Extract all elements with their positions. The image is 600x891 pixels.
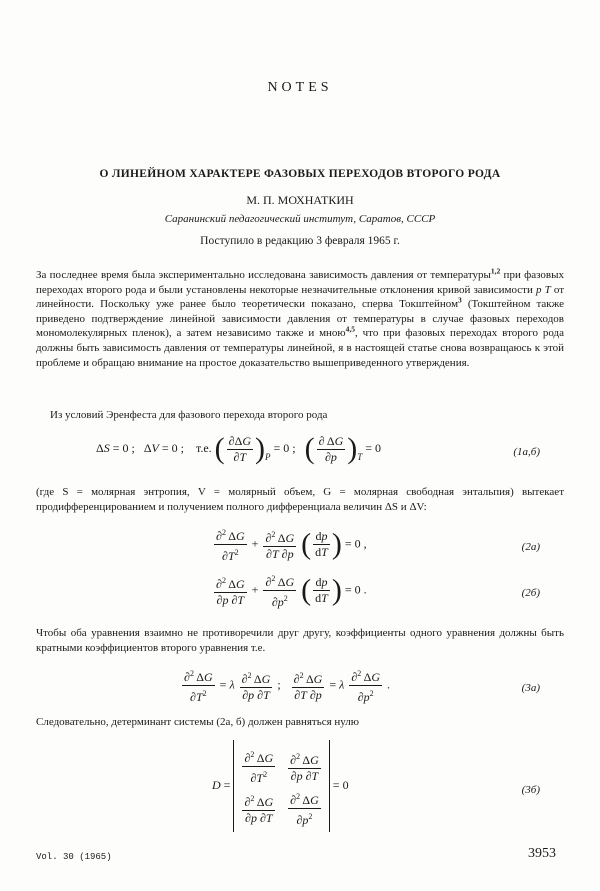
paragraph-intro: За последнее время была экспериментально исследована зависимость давления от температуры$^{1,2}$ при фазовых переходах второго рода и были установлены некоторые незначительные отклонения кривой зависимости p T от линейности. Поскольку уже ранее было теоретически показано, сперва Токштейном$^3$ (Токштейном также приведено подтверждение линейной зависимости давления от температуры в случае фазовых переходов мономолекулярных пленок), а затем независимо также и мною$^{4,5}$, что при фазовых переходах второго рода должны быть зависимость давления от температуры линейной, я в настоящей статье снова возвращаюсь к этой проблеме и обращаю внимание на простое доказательство вышеприведенного утверждения. bbox=[36, 266, 565, 369]
paragraph-determinant: Следовательно, детерминант системы (2а, б) должен равняться нулю bbox=[36, 716, 360, 728]
equation-1ab-label: (1а,б) bbox=[513, 446, 540, 458]
section-header: NOTES bbox=[267, 80, 333, 95]
article-title: О ЛИНЕЙНОМ ХАРАКТЕРЕ ФАЗОВЫХ ПЕРЕХОДОВ ВТОРОГО РОДА bbox=[99, 168, 501, 180]
equation-3b-label: (3б) bbox=[521, 784, 540, 796]
page-number: 3953 bbox=[528, 846, 556, 861]
document-page: NOTES О ЛИНЕЙНОМ ХАРАКТЕРЕ ФАЗОВЫХ ПЕРЕХОДОВ ВТОРОГО РОДА М. П. МОХНАТКИН Саранинский педагогический институт, Саратов, СССР Поступило в редакцию 3 февраля 1965 г. За последнее время была экспериментально исследована зависимость давления от температуры$^{1,2}$ при фазовых переходах второго рода и были установлены некоторые незначительные отклонения кривой зависимости p T от линейности. Поскольку уже ранее было теоретически показано, сперва Токштейном$^3$ (Токштейном также приведено подтверждение линейной зависимости давления от температуры в случае фазовых переходов мономолекулярных пленок), а затем независимо также и мною$^{4,5}$, что при фазовых переходах второго рода должны быть зависимость давления от температуры линейной, я в настоящей статье снова возвращаюсь к этой проблеме и обращаю внимание на простое доказательство вышеприведенного утверждения. Из условий Эренфеста для фазового перехода второго рода ΔS = 0 ; ΔV = 0 ; т.е. ( $\frac{\partial\Delta G}{\partial T}$ )$_P = 0$ ; ( $\frac{\partial \Delta G}{\partial p}$ )$_T = 0$ (1а,б) (где S = молярная энтропия, V = молярный объем, G = молярная свободная энтальпия) вытекает продифференцированием и получением полного дифференциала величин ΔS и ΔV: $\frac{\partial^2 \Delta G}{\partial T^2}$ + $\frac{\partial^2 \Delta G}{\partial T \partial p}$ ( $\frac{dp}{dT}$ ) = 0 , (2а) $\frac{\partial^2 \Delta G}{\partial p \partial T}$ + $\frac{\partial^2 \Delta G}{\partial p^2}$ ( $\frac{dp}{dT}$ ) = 0 . (2б) Чтобы оба уравнения взаимно не противоречили друг другу, коэффициенты одного уравнения должны быть кратными коэффициентов второго уравнения т.е. $\frac{\partial^2 \Delta G}{\partial T^2}$ = λ $\frac{\partial^2 \Delta G}{\partial p \partial T}$ ; $\frac{\partial^2 \Delta G}{\partial T \partial p}$ = λ $\frac{\partial^2 \Delta G}{\partial p^2}$ . (3а) Следовательно, детерминант системы (2а, б) должен равняться нулю D = $\frac{\partial^2 \Delta G}{\partial T^2}$ $\frac{\partial^2 \Delta G}{\partial p \partial T}$ $\frac{\partial^2 \Delta G}{\partial p \partial T}$ $\frac{\partial^2 \Delta G}{\partial p^2}$ = 0 (3б) Vol. 30 (1965) 3953 bbox=[0, 0, 600, 891]
article-author: М. П. МОХНАТКИН bbox=[246, 193, 354, 207]
determinant-matrix: $\frac{\partial^2 \Delta G}{\partial T^2}$ $\frac{\partial^2 \Delta G}{\partial p \partial T}$ $\frac{\partial^2 \Delta G}{\partial p \partial T}$ $\frac{\partial^2 \Delta G}{\partial p^2}$ bbox=[233, 740, 329, 832]
equation-2a-label: (2а) bbox=[521, 541, 540, 553]
author-affiliation: Саранинский педагогический институт, Саратов, СССР bbox=[164, 213, 436, 225]
received-date: Поступило в редакцию 3 февраля 1965 г. bbox=[200, 235, 400, 247]
equation-2b-label: (2б) bbox=[521, 587, 540, 599]
equation-3a-label: (3а) bbox=[521, 682, 540, 694]
journal-volume: Vol. 30 (1965) bbox=[36, 852, 112, 862]
paragraph-where: (где S = молярная энтропия, V = молярный объем, G = молярная свободная энтальпия) вытекает продифференцированием и получением полного дифференциала величин ΔS и ΔV: bbox=[36, 486, 564, 513]
paragraph-coefficients: Чтобы оба уравнения взаимно не противоречили друг другу, коэффициенты одного уравнения должны быть кратными коэффициентов второго уравнения т.е. bbox=[36, 627, 564, 654]
paragraph-ehrenfest: Из условий Эренфеста для фазового перехода второго рода bbox=[50, 409, 328, 421]
